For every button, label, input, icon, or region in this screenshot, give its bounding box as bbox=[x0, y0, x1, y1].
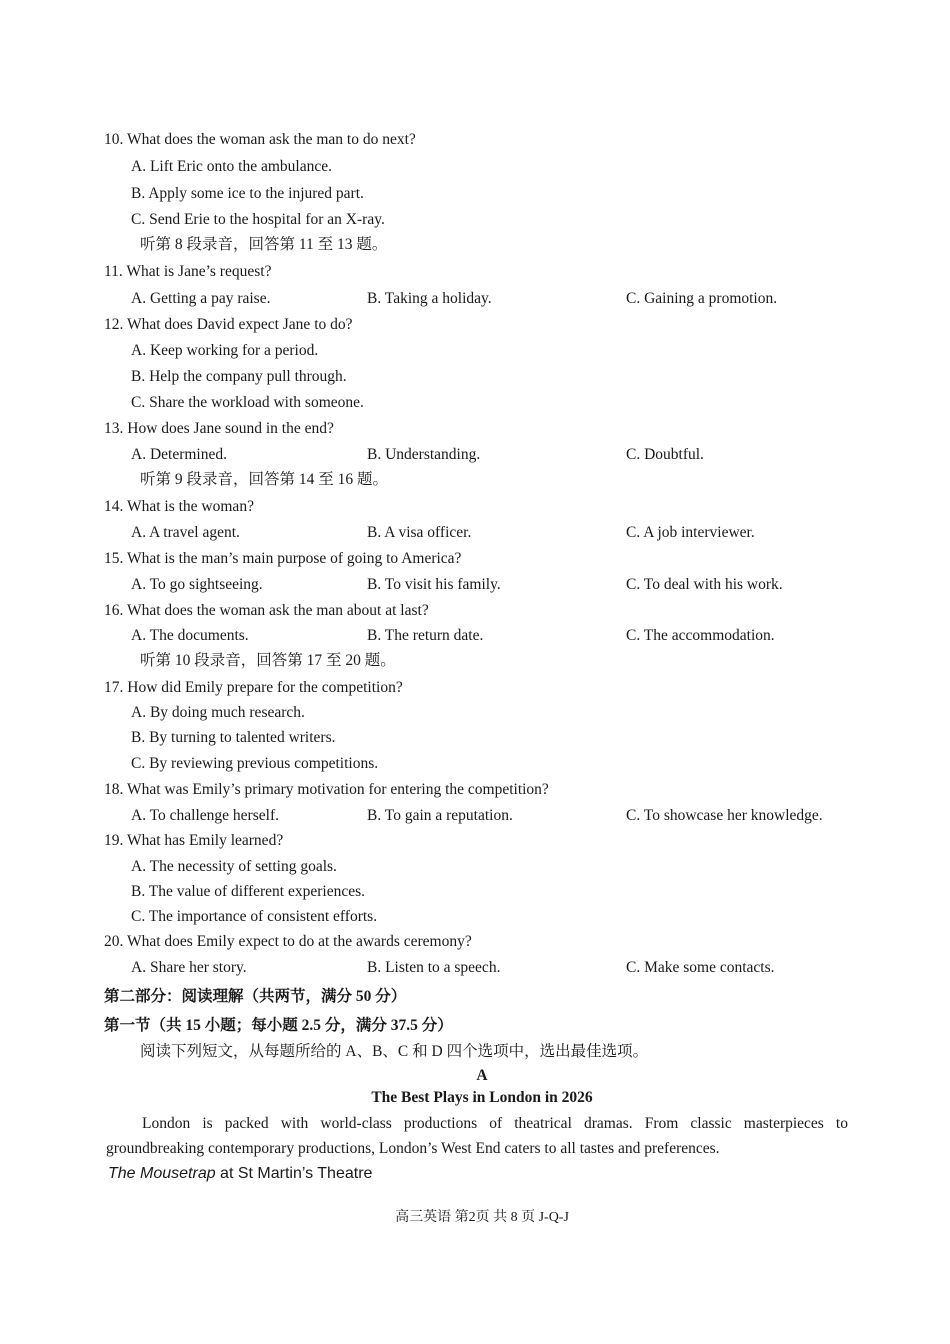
option-b: B. Help the company pull through. bbox=[131, 368, 347, 385]
option-c: C. The accommodation. bbox=[626, 627, 775, 644]
option-b: B. The return date. bbox=[367, 627, 484, 644]
option-c: C. Gaining a promotion. bbox=[626, 290, 778, 307]
option-a: A. To go sightseeing. bbox=[131, 576, 263, 593]
play-venue: at St Martin’s Theatre bbox=[215, 1165, 373, 1182]
question-stem: 13. How does Jane sound in the end? bbox=[104, 420, 334, 437]
option-a: A. A travel agent. bbox=[131, 524, 240, 541]
option-a: A. Determined. bbox=[131, 446, 227, 463]
option-b: B. By turning to talented writers. bbox=[131, 729, 336, 746]
passage-paragraph-line: London is packed with world-class productions of theatrical dramas. From classic masterpieces to bbox=[142, 1115, 848, 1132]
option-b: B. Taking a holiday. bbox=[367, 290, 492, 307]
option-b: B. Apply some ice to the injured part. bbox=[131, 185, 364, 202]
question-stem: 20. What does Emily expect to do at the awards ceremony? bbox=[104, 933, 472, 950]
reading-instruction: 阅读下列短文，从每题所给的 A、B、C 和 D 四个选项中，选出最佳选项。 bbox=[140, 1043, 649, 1060]
option-c: C. Send Erie to the hospital for an X-ray. bbox=[131, 211, 385, 228]
option-c: C. Make some contacts. bbox=[626, 959, 775, 976]
option-c: C. A job interviewer. bbox=[626, 524, 755, 541]
option-c: C. Share the workload with someone. bbox=[131, 394, 364, 411]
option-a: A. Lift Eric onto the ambulance. bbox=[131, 158, 333, 175]
option-b: B. To visit his family. bbox=[367, 576, 501, 593]
section-heading: 第一节（共 15 小题；每小题 2.5 分，满分 37.5 分） bbox=[104, 1017, 453, 1034]
play-title: The Mousetrap bbox=[108, 1165, 216, 1182]
question-stem: 11. What is Jane’s request? bbox=[104, 263, 272, 280]
play-heading bbox=[108, 1164, 372, 1184]
question-stem: 16. What does the woman ask the man about at last? bbox=[104, 602, 429, 619]
option-c: C. By reviewing previous competitions. bbox=[131, 755, 379, 772]
page-footer: 高三英语 第2页 共 8 页 J-Q-J bbox=[395, 1210, 569, 1225]
option-a: A. The documents. bbox=[131, 627, 249, 644]
option-a: A. Keep working for a period. bbox=[131, 342, 319, 359]
listening-instruction: 听第 10 段录音，回答第 17 至 20 题。 bbox=[140, 652, 396, 669]
passage-letter: A bbox=[476, 1067, 488, 1084]
question-stem: 17. How did Emily prepare for the competition? bbox=[104, 679, 403, 696]
option-b: B. The value of different experiences. bbox=[131, 883, 365, 900]
question-stem: 10. What does the woman ask the man to do next? bbox=[104, 131, 416, 148]
option-a: A. Getting a pay raise. bbox=[131, 290, 271, 307]
question-stem: 18. What was Emily’s primary motivation for entering the competition? bbox=[104, 781, 549, 798]
option-b: B. Listen to a speech. bbox=[367, 959, 501, 976]
option-c: C. The importance of consistent efforts. bbox=[131, 908, 378, 925]
option-b: B. To gain a reputation. bbox=[367, 807, 513, 824]
option-b: B. Understanding. bbox=[367, 446, 481, 463]
option-a: A. By doing much research. bbox=[131, 704, 305, 721]
option-c: C. To showcase her knowledge. bbox=[626, 807, 823, 824]
option-a: A. Share her story. bbox=[131, 959, 247, 976]
question-stem: 19. What has Emily learned? bbox=[104, 832, 284, 849]
option-b: B. A visa officer. bbox=[367, 524, 472, 541]
question-stem: 12. What does David expect Jane to do? bbox=[104, 316, 353, 333]
passage-paragraph-line: groundbreaking contemporary productions, London’s West End caters to all tastes and preferences. bbox=[106, 1140, 720, 1157]
option-a: A. The necessity of setting goals. bbox=[131, 858, 337, 875]
part-heading: 第二部分：阅读理解（共两节，满分 50 分） bbox=[104, 988, 407, 1005]
listening-instruction: 听第 9 段录音，回答第 14 至 16 题。 bbox=[140, 471, 389, 488]
question-stem: 15. What is the man’s main purpose of going to America? bbox=[104, 550, 462, 567]
option-c: C. To deal with his work. bbox=[626, 576, 783, 593]
option-c: C. Doubtful. bbox=[626, 446, 704, 463]
question-stem: 14. What is the woman? bbox=[104, 498, 254, 515]
listening-instruction: 听第 8 段录音，回答第 11 至 13 题。 bbox=[140, 236, 388, 253]
passage-title: The Best Plays in London in 2026 bbox=[371, 1089, 593, 1106]
option-a: A. To challenge herself. bbox=[131, 807, 279, 824]
